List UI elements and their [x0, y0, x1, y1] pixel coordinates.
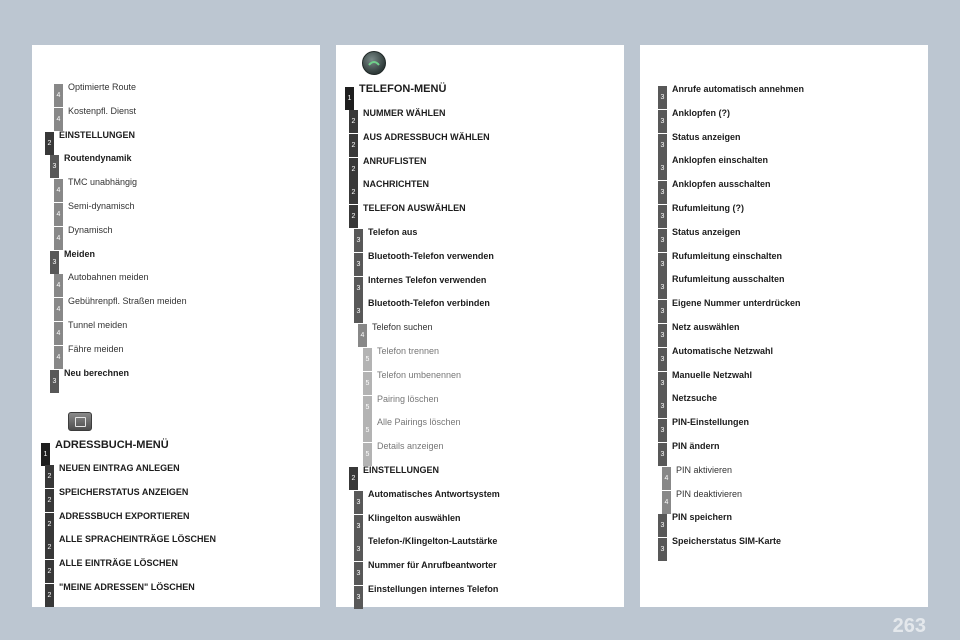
menu-item-label: Rufumleitung ausschalten: [672, 274, 785, 285]
menu-item-label: Semi-dynamisch: [68, 201, 135, 211]
level-badge: 2: [45, 465, 54, 488]
level-badge: 3: [658, 253, 667, 276]
menu-item-label: EINSTELLUNGEN: [363, 465, 440, 475]
level-badge: 3: [354, 586, 363, 609]
menu-item-label: Einstellungen internes Telefon: [368, 584, 499, 594]
menu-item-label: PIN deaktivieren: [676, 488, 743, 499]
level-badge: 3: [658, 419, 667, 442]
menu-item-label: Automatisches Antwortsystem: [368, 488, 500, 499]
level-badge: 2: [349, 110, 358, 133]
level-badge: 4: [54, 227, 63, 250]
level-badge: 5: [363, 396, 372, 419]
menu-item-label: Rufumleitung einschalten: [672, 250, 783, 261]
level-badge: 3: [658, 324, 667, 347]
level-badge: 3: [658, 229, 667, 252]
level-badge: 3: [354, 277, 363, 300]
menu-item-label: Bluetooth-Telefon verwenden: [368, 250, 494, 261]
level-badge: 4: [54, 84, 63, 107]
level-badge: 1: [345, 87, 354, 110]
level-badge: 3: [354, 300, 363, 323]
level-badge: 3: [354, 253, 363, 276]
menu-item-label: Alle Pairings löschen: [377, 417, 461, 428]
menu-item-label: PIN speichern: [672, 512, 733, 523]
menu-item-label: NACHRICHTEN: [363, 179, 429, 190]
level-badge: 5: [363, 419, 372, 442]
level-badge: 2: [45, 536, 54, 559]
menu-item-label: Rufumleitung (?): [672, 203, 744, 213]
menu-item-label: ALLE SPRACHEINTRÄGE LÖSCHEN: [59, 534, 217, 545]
menu-item-label: Anklopfen (?): [672, 107, 730, 118]
level-badge: 3: [50, 155, 59, 178]
level-badge: 3: [658, 86, 667, 109]
menu-item-label: ADRESSBUCH-MENÜ: [55, 439, 169, 451]
level-badge: 3: [50, 251, 59, 274]
menu-item-label: Dynamisch: [68, 224, 113, 235]
menu-item-label: Bluetooth-Telefon verbinden: [368, 298, 490, 309]
menu-item-label: Netz auswählen: [672, 322, 740, 332]
menu-item-label: Anklopfen ausschalten: [672, 179, 771, 190]
level-badge: 2: [349, 158, 358, 181]
menu-item-label: EINSTELLUNGEN: [59, 129, 136, 140]
menu-item-label: NEUEN EINTRAG ANLEGEN: [59, 463, 180, 473]
menu-item-label: Telefon aus: [368, 227, 418, 237]
level-badge: 3: [658, 276, 667, 299]
level-badge: 2: [349, 181, 358, 204]
menu-item-label: Automatische Netzwahl: [672, 345, 774, 356]
level-badge: 4: [54, 346, 63, 369]
level-badge: 2: [349, 467, 358, 490]
menu-item-label: Gebührenpfl. Straßen meiden: [68, 296, 187, 307]
menu-item-label: Status anzeigen: [672, 131, 741, 142]
menu-item-label: Netzsuche: [672, 393, 718, 404]
menu-item-label: PIN aktivieren: [676, 464, 733, 475]
menu-item-label: Telefon-/Klingelton-Lautstärke: [368, 536, 498, 547]
menu-item-label: TMC unabhängig: [68, 177, 138, 188]
menu-item-label: Telefon trennen: [377, 346, 440, 356]
level-badge: 2: [45, 584, 54, 607]
menu-item-label: AUS ADRESSBUCH WÄHLEN: [363, 131, 490, 142]
phone-icon: [362, 51, 386, 75]
level-badge: 3: [658, 300, 667, 323]
level-badge: 3: [658, 348, 667, 371]
level-badge: 3: [658, 110, 667, 133]
level-badge: 3: [354, 538, 363, 561]
level-badge: 4: [662, 491, 671, 514]
level-badge: 3: [354, 491, 363, 514]
level-badge: 4: [54, 179, 63, 202]
menu-item-label: Telefon suchen: [372, 322, 433, 333]
level-badge: 3: [658, 181, 667, 204]
level-badge: 3: [50, 370, 59, 393]
menu-item-label: Autobahnen meiden: [68, 272, 149, 283]
level-badge: 2: [45, 132, 54, 155]
menu-item-label: SPEICHERSTATUS ANZEIGEN: [59, 486, 189, 497]
menu-item-label: Internes Telefon verwenden: [368, 274, 487, 285]
menu-item-label: Klingelton auswählen: [368, 512, 461, 523]
menu-item-label: PIN ändern: [672, 441, 720, 451]
menu-item-label: PIN-Einstellungen: [672, 417, 750, 428]
level-badge: 3: [354, 229, 363, 252]
level-badge: 4: [54, 298, 63, 321]
menu-item-label: "MEINE ADRESSEN" LÖSCHEN: [59, 582, 195, 592]
level-badge: 3: [658, 134, 667, 157]
menu-item-label: Anklopfen einschalten: [672, 155, 769, 166]
level-badge: 3: [658, 443, 667, 466]
address-book-icon: [68, 412, 92, 431]
menu-item-label: TELEFON-MENÜ: [359, 83, 447, 95]
menu-panel-navigation: [32, 45, 320, 607]
menu-panel-telephone-settings: [640, 45, 928, 607]
level-badge: 5: [363, 443, 372, 466]
level-badge: 5: [363, 348, 372, 371]
level-badge: 2: [45, 560, 54, 583]
menu-item-label: Pairing löschen: [377, 393, 439, 404]
menu-item-label: Kostenpfl. Dienst: [68, 105, 137, 116]
level-badge: 2: [45, 489, 54, 512]
level-badge: 4: [54, 203, 63, 226]
level-badge: 5: [363, 372, 372, 395]
level-badge: 2: [349, 205, 358, 228]
menu-item-label: Speicherstatus SIM-Karte: [672, 536, 782, 547]
level-badge: 3: [658, 205, 667, 228]
menu-item-label: Telefon umbenennen: [377, 369, 462, 380]
level-badge: 4: [358, 324, 367, 347]
menu-item-label: NUMMER WÄHLEN: [363, 108, 446, 118]
level-badge: 4: [662, 467, 671, 490]
menu-item-label: Neu berechnen: [64, 367, 130, 378]
menu-item-label: Fähre meiden: [68, 343, 124, 354]
level-badge: 3: [658, 514, 667, 537]
menu-item-label: Status anzeigen: [672, 226, 741, 237]
page-number: 263: [892, 615, 926, 637]
menu-item-label: ANRUFLISTEN: [363, 155, 427, 166]
menu-item-label: TELEFON AUSWÄHLEN: [363, 203, 466, 214]
level-badge: 2: [45, 513, 54, 536]
menu-item-label: Meiden: [64, 248, 96, 259]
level-badge: 3: [658, 157, 667, 180]
level-badge: 3: [658, 372, 667, 395]
menu-item-label: Routendynamik: [64, 153, 132, 164]
level-badge: 3: [354, 562, 363, 585]
menu-item-label: Eigene Nummer unterdrücken: [672, 298, 801, 309]
level-badge: 4: [54, 108, 63, 131]
level-badge: 3: [658, 538, 667, 561]
menu-panel-telephone: [336, 45, 624, 607]
menu-item-label: Details anzeigen: [377, 441, 444, 452]
menu-item-label: Tunnel meiden: [68, 320, 128, 330]
level-badge: 1: [41, 443, 50, 466]
menu-item-label: Anrufe automatisch annehmen: [672, 84, 805, 94]
menu-item-label: ADRESSBUCH EXPORTIEREN: [59, 510, 190, 521]
menu-item-label: Nummer für Anrufbeantworter: [368, 560, 497, 571]
level-badge: 3: [658, 395, 667, 418]
menu-item-label: ALLE EINTRÄGE LÖSCHEN: [59, 558, 179, 569]
menu-item-label: Optimierte Route: [68, 82, 137, 92]
menu-item-label: Manuelle Netzwahl: [672, 369, 753, 380]
level-badge: 3: [354, 515, 363, 538]
level-badge: 4: [54, 274, 63, 297]
level-badge: 2: [349, 134, 358, 157]
level-badge: 4: [54, 322, 63, 345]
